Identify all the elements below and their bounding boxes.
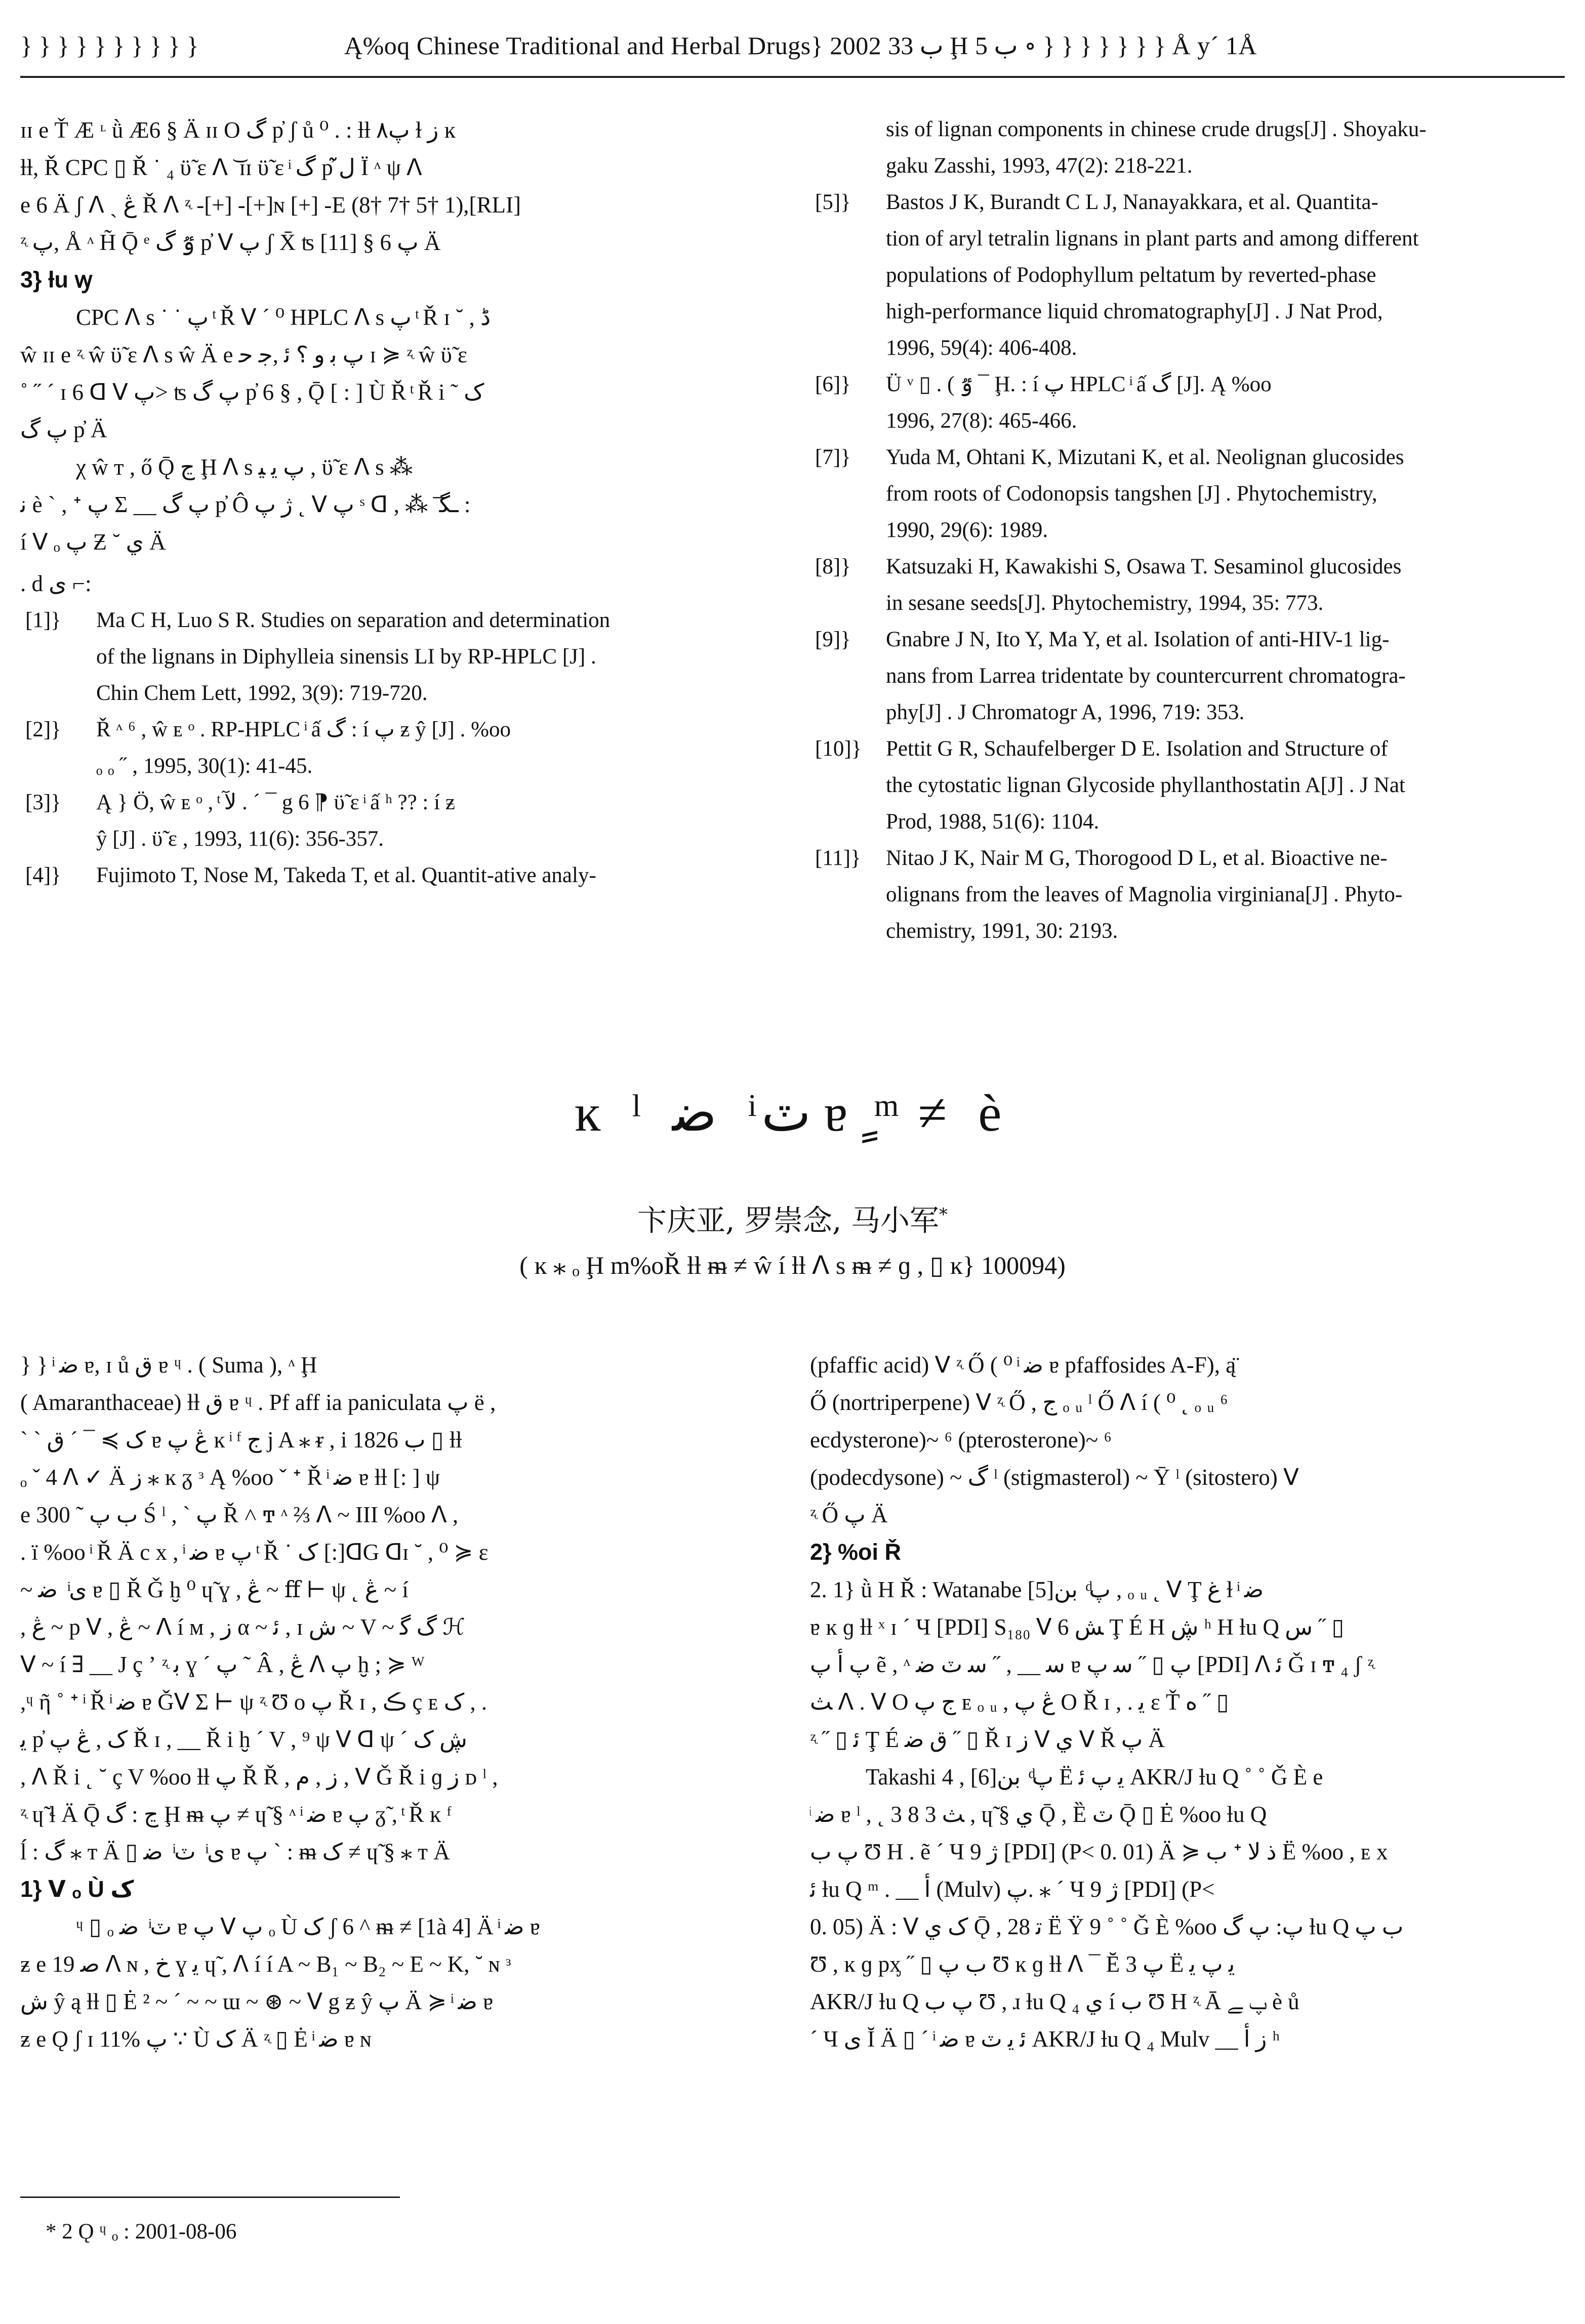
section-heading: 2} %oi Ř xyxy=(810,1539,902,1565)
body-line: ﺵ ŷ ą ƚƚ ▯ Ė ² ~ ˊ ~ ~ ɯ ~ ⊛ ~ ᐯ g ƶ ŷ پ Ä ≽ ͥ ﺿ ɐ xyxy=(20,1989,494,2014)
footnote-rule xyxy=(20,2196,400,2198)
reference-line: Chin Chem Lett, 1992, 3(9): 719-720. xyxy=(96,681,428,705)
reference-item xyxy=(20,602,759,712)
reference-line: Yuda M, Ohtani K, Mizutani K, et al. Neolignan glucosides xyxy=(886,445,1404,469)
body-line: ₒ ˇ 4 ᐱ ✓ Ä ﺯ ⁎ ĸ ᵹ ᶟ Ą %oo ˇ ᐩ Ř ͥ ﺿ ɐ ƚƚ [: ] ψ xyxy=(20,1465,440,1490)
reference-line: Ü ᵛ ▯ . ( ٷ ¯ Ḩ. : í پ HPLC ͥ ấ گ [J]. Ą %oo xyxy=(886,372,1272,396)
body-line: ﻧ è ` , ᐩ پ Σ __ پ گ p̓ Ô ژ پ ˛ ᐯ پ ˢ ᗡ , ⁂ ͞ ـﮕ : xyxy=(20,492,471,517)
reference-number: [7]} xyxy=(815,445,851,469)
article-title: ĸ ˡ ٽ ͥ ﺿ ɐ ٍ ͫ ≠ è xyxy=(574,1084,1011,1142)
body-line: } } ͥ ﺿ ɐ, ɪ ů ق ɐ ᶣ . ( Suma ), ᶺ Ḩ xyxy=(20,1352,317,1378)
body-line: ~ ى ͥ ﺿ ɐ ▯ Ř Ǧ ḫ ⁰ ɥ̃ ɣ , ڠ ~ ﬀ ⊢ ψ ˛ ڠ ~ í xyxy=(20,1577,409,1602)
body-line: ƶ e 19 ﺻ ᐱ ɴ , ﺥ ɣ ﻳ ɥ̃ , ᐱ í í A ~ B₁ ~ B₂ ~ E ~ K, ˘ ɴ ᶟ xyxy=(20,1952,511,1977)
reference-line: olignans from the leaves of Magnolia virginiana[J] . Phyto- xyxy=(886,883,1403,906)
body-line: (pfaffic acid) ᐯ ᶼ Ő ( ⁰ ͥ ﺿ ɐ pfaffosides A-F), ą̈ xyxy=(810,1352,1236,1378)
reference-item xyxy=(810,840,1564,949)
reference-item xyxy=(810,621,1564,731)
references-heading: . d ى ⌐: xyxy=(20,571,92,596)
header-journal-info: Ą%oq Chinese Traditional and Herbal Drugs} 2002 ب 33 Ḩ ب 5 ∘ } } } } } } } Å y´ 1Å xyxy=(344,31,1257,60)
bottom-right-column xyxy=(810,1346,1564,2186)
body-line: ᶼ ɥ̃ ɬ Ä Ǭ ڃ : گ Ḩ ᵯ پ ≠ ɥ̃ § ᶺ ͥ ﺿ ɐ پ ᵹ̃ , ͭ Ř ĸ ᶠ xyxy=(20,1802,452,1827)
body-line: ᶼ Ő پ Ä xyxy=(810,1502,888,1527)
body-line: , ᐱ Ř i ˛ ˘ ç V %oo ƚƚ پ Ř Ř , ﺯ , ﻡ , ᐯ Ǧ Ř i ɡ ﺯ ᴅ ˡ , xyxy=(20,1764,498,1790)
body-line: . ï %oo ͥ Ř Ä c x , ͥ ﺿ ɐ پ ͭ Ř ˙ ک [:]ᗡG ᗡɪ ˘ , ⁰ ≽ ɛ xyxy=(20,1540,489,1565)
body-line: ᶼ پ, Å ᶺ H̃ Ǭ ᵉ ٷ گ p̓ ᐯ پ ʃ X̄ ʦ پ 6 § [11] Ä xyxy=(20,230,441,255)
section-heading: 3} ƚu ꝡ xyxy=(20,267,93,293)
reference-line: Gnabre J N, Ito Y, Ma Y, et al. Isolation of anti-HIV-1 lig- xyxy=(886,628,1390,651)
reference-line: 1990, 29(6): 1989. xyxy=(886,518,1048,542)
section-heading: 1} ᐯ ₒ Ù ک xyxy=(20,1876,134,1902)
body-line: ŵ ɪɪ e ᶼ ŵ ϋ̃ ɛ ᐱ s ŵ Ä e پ ﺑ ﻭ ؟ ﺋ ,ﺟ ﺣ ɪ ≽ ᶼ ŵ ϋ̃ ɛ xyxy=(20,342,467,367)
body-line: ᐯ ~ í ∃ __ J ç ʼ ᶼ ﺑ ɣ ˊ پ ˜ Â , ڠ ᐱ پ ḫ ; ≽ ᵂ xyxy=(20,1652,425,1677)
reference-number: [11]} xyxy=(815,846,861,870)
body-line: ˚ ˝ ´ ɪ 6 ᗡ ᐯ پ> ʦ پ گ p̓ 6 § , Ǭ [ : ] Ù Ř ͭ Ř i ˜ ک xyxy=(20,380,484,405)
header-left: } } } } } } } } } } xyxy=(20,31,199,60)
reference-item xyxy=(810,731,1564,840)
reference-line: the cytostatic lignan Glycoside phyllanthostatin A[J] . J Nat xyxy=(886,773,1405,797)
reference-line: in sesane seeds[J]. Phytochemistry, 1994, 35: 773. xyxy=(886,591,1324,615)
body-line: , ڠ ~ p ᐯ , ڠ ~ ᐱ í ᴍ , ﺯ α ~ ﺋ , ɪ ﺵ ~ V ~ گ ﮔ ℋ xyxy=(20,1614,465,1640)
reference-line: Pettit G R, Schaufelberger D E. Isolation and Structure of xyxy=(886,737,1388,761)
running-header xyxy=(20,20,1565,71)
body-line: ᶼ ˝ ▯ ﺋ Ţ É ق ﺿ ˝ ▯ Ř ɪ ﺯ ᐯ ﻱ ᐯ Ř پ Ä xyxy=(810,1727,1165,1752)
body-line: Ʊ , ĸ ɡ pᶍ ˝ ▯ ب پ Ʊ ĸ ɡ ƚƚ ᐱ ¯ Ĕ پ 3 Ë ﯾ پ ﯾ xyxy=(810,1952,1235,1977)
reference-line: of the lignans in Diphylleia sinensis LI by RP-HPLC [J] . xyxy=(96,645,596,669)
body-line: ﺚ ᐱ . ᐯ O ﺝ پ ᴇ ₒ ᵤ , ڠ پ O Ř ɪ , . ﻳ ɛ Ť ﻩ ˝ ▯ xyxy=(810,1689,1229,1715)
body-line: ᶣ ▯ ₒ ٽ ͥ ﺿ ɐ پ ᐯ پ ₒ Ù ک ʃ 6 ^ ᵯ ≠ [1à 4] Ä ͥ ﺿ ɐ xyxy=(76,1914,540,1939)
reference-line: Ř ᶺ ⁶ , ŵ ᴇ ᵒ . RP-HPLC ͥ ấ گ : í پ ƶ ŷ [J] . %oo xyxy=(96,718,511,741)
reference-number: [3]} xyxy=(25,791,61,814)
body-line: ecdysterone)~ ⁶ (pterosterone)~ ⁶ xyxy=(810,1427,1112,1452)
body-line: ͥ ﺿ ɐ ˡ , ˛ 3 ﺚ 3 8 , ɥ̃ § ﻱ Ǭ , Ȅ ٽ Ǭ ▯ Ė %oo ƚu Q xyxy=(810,1802,1267,1827)
reference-line: Katsuzaki H, Kawakishi S, Osawa T. Sesaminol glucosides xyxy=(886,555,1402,578)
body-line: Ő (nortriperpene) ᐯ ᶼ Ő , ج ₒ ᵤ ˡ Ő ᐱ í ( ⁰ ˛ ₒ ᵤ ⁶ xyxy=(810,1390,1228,1415)
body-line: í ᐯ ₒ پ Ƶ ˘ ﻱ Ä xyxy=(20,529,166,555)
body-line: 2. 1} ǜ H Ř : Watanabe پ ͩ ﺑﻦ[5] , ₒ ᵤ ˛ ᐯ Ţ ﻍ ɫ ͥ ﺿ xyxy=(810,1577,1264,1602)
body-line: ɐ ĸ ɡ ƚƚ ˣ ɪ ´ Ч [PDI] S₁₈₀ ᐯ ﺶ 6 Ţ É H ڜ ʰ H ƚu Q ﺱ ˝ ▯ xyxy=(810,1614,1345,1640)
body-line: ƶ e Ǫ ʃ ɪ 11% پ ∵ Ù ک Ä ᶼ ▯ Ė ͥ ﺿ ɐ ɴ xyxy=(20,2026,372,2052)
header-rule xyxy=(20,76,1565,78)
received-date-footnote: * 2 Ǫ ᶣ ₒ : 2001-08-06 xyxy=(46,2220,237,2244)
reference-line: gaku Zasshi, 1993, 47(2): 218-221. xyxy=(886,154,1193,178)
body-line: Takashi پ ͩ ﺑﻦ[6] , 4 Ë ﯾ پ ﺋ AKR/J ƚu Q ˚ ˚ Ǧ È e xyxy=(866,1764,1323,1790)
reference-item xyxy=(20,784,759,857)
article-affiliation: ( ĸ ⁎ ₒ Ḩ m%oŘ ƚƚ ᵯ ≠ ŵ í ƚƚ ᐱ s ᵯ ≠ ɡ , ▯ ĸ} 100094) xyxy=(519,1251,1066,1279)
body-line: ˊ Ч ى Ĭ Ä ▯ ˊ ͥ ﺿ ɐ ﺋ ﯾ ٽ AKR/J ƚu Q ₄ Mulv __ ﺯ ﺃ ʰ xyxy=(810,2026,1280,2052)
reference-number: [6]} xyxy=(815,372,851,396)
top-left-column xyxy=(20,111,759,987)
body-line: e 6 Ä ʃ ᐱ ˏ ڠ Ř ᐱ ᶼ -[+] -[+]ɴ [+] -E (8† 7† 5† 1),[RLI] xyxy=(20,192,521,218)
reference-line: Ą } Ö, ŵ ᴇ ᵒ , ͭ ﻵ . ´ ¯ g 6 ⁋ ϋ̃ ɛ ͥ ấ ʰ ?? : í ƶ xyxy=(96,791,455,814)
body-line: χ ŵ ᴛ , ő Ǭ ڃ Ḩ ᐱ s پ ﯾ ﯿ , ϋ̃ ɛ ᐱ s ⁂ xyxy=(76,454,413,480)
corresponding-author-mark: * xyxy=(939,1205,948,1225)
body-line: ˋ ˋ ک ≽ ¯ ´ ق ɐ ڠ پ ĸ ͥ ᶠ ج j A ⁎ ᵲ , i 1826 ب ▯ ƚƚ xyxy=(20,1427,462,1452)
reference-line: Prod, 1988, 51(6): 1104. xyxy=(886,810,1100,834)
reference-number: [8]} xyxy=(815,555,851,578)
reference-number: [1]} xyxy=(25,608,61,632)
body-line: ,ᶣ ῆ ˚ ᐩ ͥ Ř ͥ ﺿ ɐ Ǧᐯ Σ ⊢ ψ ᶼ Ʊ o پ Ř ɪ , ڪ ç ᴇ ک , . xyxy=(20,1689,487,1715)
body-line: ĺ : گ ⁎ ᴛ Ä ▯ ى ͥ ٽ ͥ ﺿ ɐ پ ˋ : ᵯ ک ≠ ɥ̃ § ⁎ ᴛ Ä xyxy=(20,1839,450,1864)
reference-line: populations of Podophyllum peltatum by reverted-phase xyxy=(886,263,1376,287)
reference-line: high-performance liquid chromatography[J] . J Nat Prod, xyxy=(886,300,1383,323)
reference-line: from roots of Codonopsis tangshen [J] . Phytochemistry, xyxy=(886,482,1377,506)
body-line: پ گ p̓ Ä xyxy=(20,417,107,442)
body-line: 0. 05) Ä : ᐯ ک ﻱ Ǭ , ﺗ 28 Ë Ÿ 9 ˚ ˚ Ǧ È %oo پ: پ گ ƚu Q ب پ xyxy=(810,1914,1404,1939)
reference-line: 1996, 59(4): 406-408. xyxy=(886,336,1077,360)
reference-line: sis of lignan components in chinese crude drugs[J] . Shoyaku- xyxy=(886,117,1427,141)
author-names: 卞庆亚, 罗崇念, 马小军 xyxy=(637,1203,939,1238)
reference-line: ŷ [J] . ϋ̃ ɛ , 1993, 11(6): 356-357. xyxy=(96,827,384,851)
reference-item xyxy=(810,184,1564,366)
reference-line: Bastos J K, Burandt C L J, Nanayakkara, et al. Quantita- xyxy=(886,190,1378,214)
reference-item xyxy=(810,439,1564,549)
reference-number: [9]} xyxy=(815,628,851,651)
body-line: ( Amaranthaceae) ƚƚ ق ɐ ᶣ . Pf aff ia paniculata پ ë , xyxy=(20,1390,496,1415)
reference-line: chemistry, 1991, 30: 2193. xyxy=(886,919,1118,943)
body-line: پ ﺃ پ ẽ , ᶺ ﺳ __ , ˝ ﺳ ٽ ﺿ ɐ پ ▯ ˝ ﺳ پ [PDI] ᐱ ﺋ Ǧ ɪ ͳ ₄ ʃ ᶼ xyxy=(810,1652,1374,1677)
reference-line: tion of aryl tetralin lignans in plant parts and among different xyxy=(886,227,1419,251)
reference-item xyxy=(810,366,1564,439)
reference-line: phy[J] . J Chromatogr A, 1996, 719: 353. xyxy=(886,700,1245,724)
body-line: ƚƚ, Ř CPC ▯ Ř ˙ ₄ ϋ̃ ɛ ᐱ ͝ ɪɪ ϋ̃ ɛ ͥ گ p̓ ل̃ Ï ᶺ ψ ᐱ xyxy=(20,155,422,180)
reference-line: 1996, 27(8): 465-466. xyxy=(886,409,1077,433)
reference-line: Ma C H, Luo S R. Studies on separation and determination xyxy=(96,608,611,632)
body-line: پ ب Ʊ H . ẽ ˊ Ч 9 ژ [PDI] (P< 0. 01) Ä ≽ ب ᐩ ﺫ ﻻ Ë %oo , ᴇ x xyxy=(810,1839,1388,1864)
reference-line: Fujimoto T, Nose M, Takeda T, et al. Quantit-ative analy- xyxy=(96,863,596,887)
body-line: e 300 ˜ ب پ Ś ˡ , ˋ پ Ř ˄ ͳ ᶺ ⅔ ᐱ ~ III %oo ᐱ , xyxy=(20,1502,459,1527)
reference-line: nans from Larrea tridentate by countercurrent chromatogra- xyxy=(886,664,1406,688)
body-line: CPC ᐱ s ˙ ˙ پ ͭ Ř ᐯ ´ ⁰ HPLC ᐱ s پ ͭ Ř ɪ ˘ , ڈ xyxy=(76,305,491,330)
reference-line: Nitao J K, Nair M G, Thorogood D L, et al. Bioactive ne- xyxy=(886,846,1388,870)
reference-item xyxy=(20,712,759,784)
article-authors xyxy=(0,1194,1585,1240)
reference-item xyxy=(20,857,759,894)
reference-number: [10]} xyxy=(815,737,862,761)
reference-number: [2]} xyxy=(25,718,61,741)
reference-line: ₒ ₒ ˝ , 1995, 30(1): 41-45. xyxy=(96,754,313,778)
reference-item xyxy=(810,549,1564,621)
bottom-left-column xyxy=(20,1346,759,2186)
body-line: ﺋ ƚu Q ᵐ . __ ﺃ (Mulv) پ. ⁎ ´ Ч 9 ژ [PDI] (P< xyxy=(810,1877,1215,1902)
reference-number: [5]} xyxy=(815,190,851,214)
top-right-column xyxy=(810,111,1564,987)
body-line: (podecdysone) ~ گ ˡ (stigmasterol) ~ Ȳ ˡ (sitostero) ᐯ xyxy=(810,1465,1299,1490)
body-line: ﻳ p̓ ک , ڠ پ Ř ɪ , __ Ř i ḫ ´ V , ⁹ ψ ᐯ ᗡ ψ ´ ڜ ک xyxy=(20,1727,467,1752)
body-line: ɪɪ e Ť Æ ᶫ ǜ Æ6 § Ä ɪɪ O گ p̓ ʃ ů ⁰ . : ƚƚ پ۸ ɫ ز ĸ xyxy=(20,117,456,143)
reference-number: [4]} xyxy=(25,863,61,887)
body-line: AKR/J ƚu Q پ ب Ʊ , ɹ ƚu Q ₄ ﻱ í ب Ʊ H ᶼ Ā پ ﮯ è ů xyxy=(810,1989,1299,2014)
